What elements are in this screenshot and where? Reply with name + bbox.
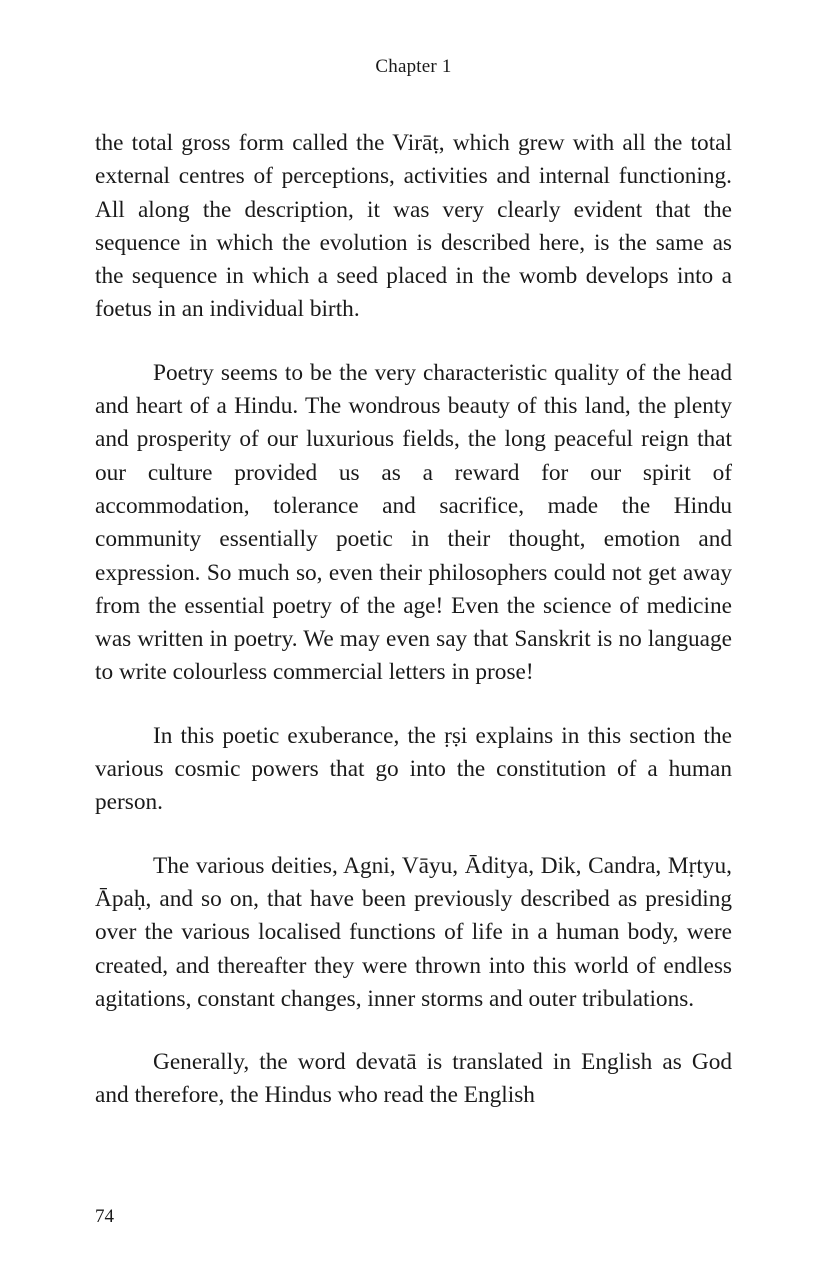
paragraph-poetic-exuberance: In this poetic exuberance, the ṛṣi explains in this section the various cosmic powers that go into the constitution of a human person. (95, 722, 732, 816)
page-number: 74 (95, 1206, 114, 1227)
body-text (95, 127, 732, 1113)
paragraph-poetry: Poetry seems to be the very characteristic quality of the head and heart of a Hindu. The wondrous beauty of this land, the plenty and prosperity of our luxurious fields, the long peaceful reign that our culture provided us as a reward for our spirit of accommodation, tolerance and sacrifice, made the Hindu community essentially poetic in their thought, emotion and expression. So much so, even their philosophers could not get away from the essential poetry of the age! Even the science of medicine was written in poetry. We may even say that Sanskrit is no language to write colourless commercial letters in prose! (95, 359, 732, 686)
paragraph-continuation: the total gross form called the Virāṭ, which grew with all the total external centres of perceptions, activities and internal functioning. All along the description, it was very clearly evident that the sequence in which the evolution is described here, is the same as the sequence in which a seed placed in the womb develops into a foetus in an individual birth. (95, 130, 732, 323)
running-head: Chapter 1 (375, 56, 452, 77)
paragraph-devata: Generally, the word devatā is translated in English as God and therefore, the Hindus who read the English (95, 1049, 732, 1109)
paragraph-deities: The various deities, Agni, Vāyu, Āditya, Dik, Candra, Mṛtyu, Āpaḥ, and so on, that have been previously described as presiding over the various localised functions of life in a human body, were created, and thereafter they were thrown into this world of endless agitations, constant changes, inner storms and outer tribulations. (95, 852, 732, 1012)
